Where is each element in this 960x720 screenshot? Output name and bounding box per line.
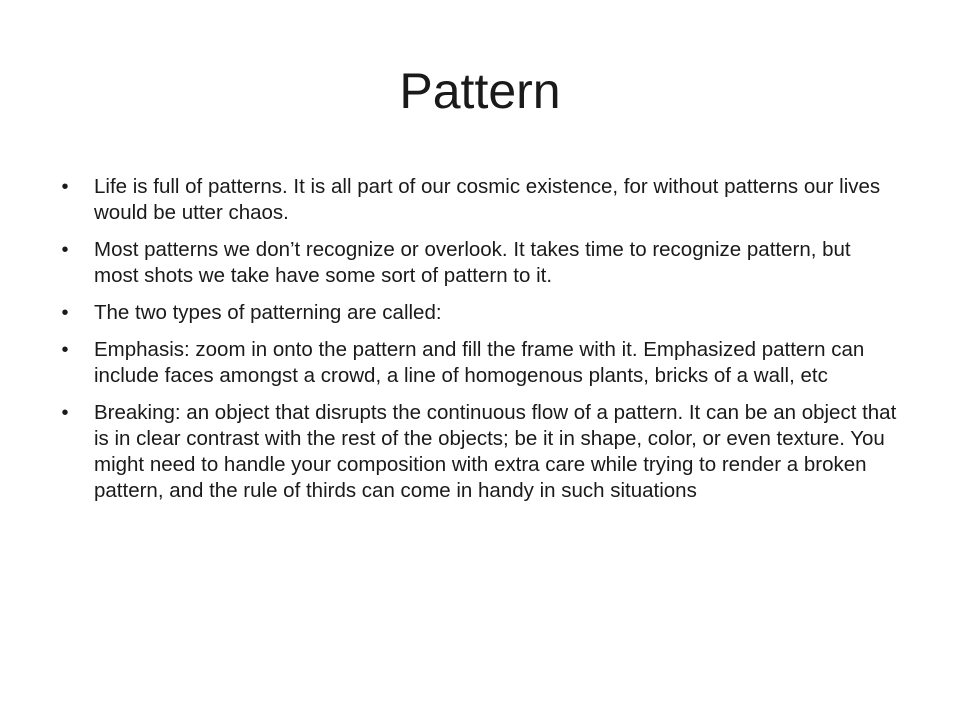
bullet-item (58, 237, 898, 289)
bullet-text: Most patterns we don’t recognize or overlook. It takes time to recognize pattern, but most shots we take have some sort of pattern to it. (94, 238, 851, 287)
bullet-text: Emphasis: zoom in onto the pattern and fill the frame with it. Emphasized pattern can include faces amongst a crowd, a line of homogenous plants, bricks of a wall, etc (94, 338, 865, 387)
bullet-text: The two types of patterning are called: (94, 301, 442, 324)
bullet-text: Breaking: an object that disrupts the continuous flow of a pattern. It can be an object that is in clear contrast with the rest of the objects; be it in shape, color, or even texture. You might need to handle your composition with extra care while trying to render a broken pattern, and the rule of thirds can come in handy in such situations (94, 401, 897, 502)
bullet-list (58, 174, 898, 515)
bullet-marker: • (61, 339, 69, 361)
bullet-item (58, 337, 898, 389)
bullet-marker: • (61, 402, 69, 424)
bullet-item (58, 400, 898, 504)
bullet-item (58, 174, 898, 226)
bullet-marker: • (61, 302, 69, 324)
bullet-text: Life is full of patterns. It is all part of our cosmic existence, for without patterns our lives would be utter chaos. (94, 175, 881, 224)
slide-title: Pattern (399, 63, 561, 119)
bullet-item (58, 300, 898, 326)
bullet-marker: • (61, 176, 69, 198)
bullet-marker: • (61, 239, 69, 261)
